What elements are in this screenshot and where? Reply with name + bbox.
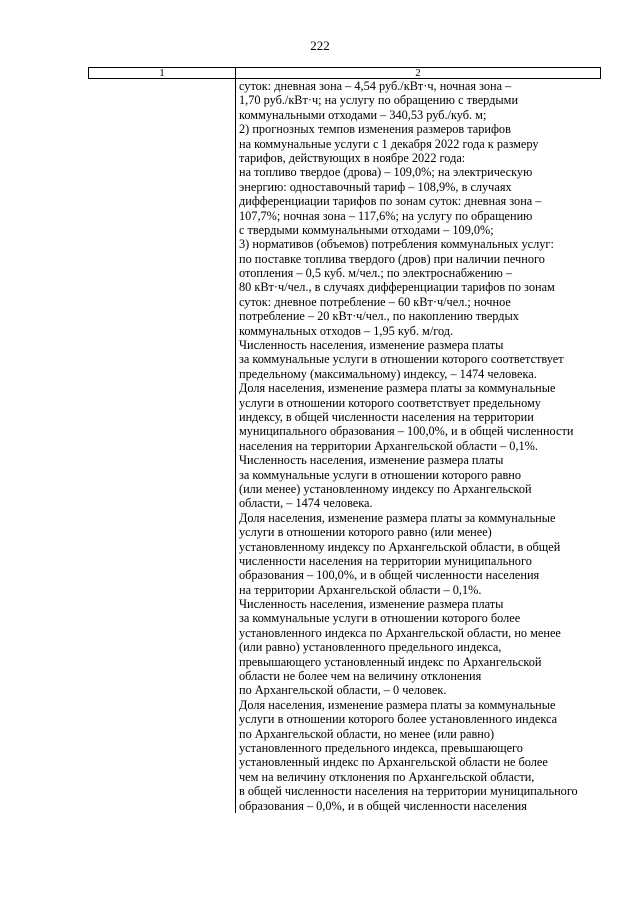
text-line: по Архангельской области, – 0 человек. — [239, 683, 447, 698]
text-line: Численность населения, изменение размера платы — [239, 338, 504, 353]
text-line: коммунальными отходами – 340,53 руб./куб. м; — [239, 107, 487, 122]
text-line: коммунальных отходов – 1,95 куб. м/год. — [239, 323, 454, 338]
text-line: на коммунальные услуги с 1 декабря 2022 года к размеру — [239, 136, 539, 151]
text-line: потребление – 20 кВт·ч/чел., по накоплению твердых — [239, 309, 519, 324]
text-line: за коммунальные услуги в отношении которого более — [239, 611, 521, 626]
text-line: суток: дневная зона – 4,54 руб./кВт·ч, ночная зона – — [239, 79, 512, 93]
text-line: Численность населения, изменение размера платы — [239, 597, 504, 612]
text-line: предельному (максимальному) индексу, – 1474 человека. — [239, 366, 537, 381]
text-line: численности населения на территории муниципального — [239, 553, 532, 568]
text-line: установленному индексу по Архангельской области, в общей — [239, 539, 561, 554]
text-line: на территории Архангельской области – 0,1%. — [239, 582, 482, 597]
text-line: за коммунальные услуги в отношении которого соответствует — [239, 352, 564, 367]
text-line: области, – 1474 человека. — [239, 496, 373, 511]
text-line: отопления – 0,5 куб. м/чел.; по электроснабжению – — [239, 266, 513, 281]
column-2-header: 2 — [236, 68, 601, 79]
text-line: (или менее) установленному индексу по Архангельской — [239, 481, 532, 496]
text-line: (или равно) установленного предельного индекса, — [239, 640, 502, 655]
column-1-header: 1 — [89, 68, 236, 79]
text-line: Доля населения, изменение размера платы за коммунальные — [239, 697, 556, 712]
text-line: дифференциации тарифов по зонам суток: дневная зона – — [239, 194, 542, 209]
text-line: превышающего установленный индекс по Архангельской — [239, 654, 542, 669]
text-line: Доля населения, изменение размера платы за коммунальные — [239, 510, 556, 525]
text-line: услуги в отношении которого более установленного индекса — [239, 712, 558, 727]
text-line: индексу, в общей численности населения на территории — [239, 409, 534, 424]
text-line: за коммунальные услуги в отношении которого равно — [239, 467, 522, 482]
table-header-row — [89, 68, 601, 79]
column-1-cell — [89, 79, 236, 813]
text-line: с твердыми коммунальными отходами – 109,0%; — [239, 222, 494, 237]
text-line: энергию: одноставочный тариф – 108,9%, в случаях — [239, 179, 512, 194]
text-line: Численность населения, изменение размера платы — [239, 453, 504, 468]
text-line: образования – 100,0%, и в общей численности населения — [239, 568, 540, 583]
text-line: суток: дневное потребление – 60 кВт·ч/чел.; ночное — [239, 294, 511, 309]
column-2-cell — [236, 79, 601, 813]
text-line: тарифов, действующих в ноябре 2022 года: — [239, 150, 466, 165]
text-line: на топливо твердое (дрова) – 109,0%; на электрическую — [239, 165, 533, 180]
text-line: области не более чем на величину отклонения — [239, 669, 482, 684]
text-line: 3) нормативов (объемов) потребления коммунальных услуг: — [239, 237, 554, 252]
text-line: установленного предельного индекса, превышающего — [239, 740, 523, 755]
text-line: установленный индекс по Архангельской области не более — [239, 755, 548, 770]
text-line: Доля населения, изменение размера платы за коммунальные — [239, 381, 556, 396]
text-line: услуги в отношении которого равно (или менее) — [239, 525, 492, 540]
text-line: населения на территории Архангельской области – 0,1%. — [239, 438, 538, 453]
text-line: 2) прогнозных темпов изменения размеров тарифов — [239, 122, 511, 137]
text-line: по Архангельской области, но менее (или равно) — [239, 726, 495, 741]
text-line: услуги в отношении которого соответствует предельному — [239, 395, 541, 410]
text-line: муниципального образования – 100,0%, и в общей численности — [239, 424, 574, 439]
text-line: 107,7%; ночная зона – 117,6%; на услугу по обращению — [239, 208, 533, 223]
text-line: образования – 0,0%, и в общей численности населения — [239, 798, 527, 813]
table-row — [89, 79, 601, 813]
text-line: чем на величину отклонения по Архангельской области, — [239, 769, 535, 784]
page-number: 222 — [310, 38, 330, 53]
text-line: в общей численности населения на территории муниципального — [239, 784, 578, 799]
text-line: по поставке топлива твердого (дров) при наличии печного — [239, 251, 545, 266]
body-text — [236, 79, 601, 813]
text-line: установленного индекса по Архангельской области, но менее — [239, 625, 561, 640]
text-line: 80 кВт·ч/чел., в случаях дифференциации тарифов по зонам — [239, 280, 555, 295]
document-table — [88, 67, 601, 813]
text-line: 1,70 руб./кВт·ч; на услугу по обращению с твердыми — [239, 93, 519, 108]
